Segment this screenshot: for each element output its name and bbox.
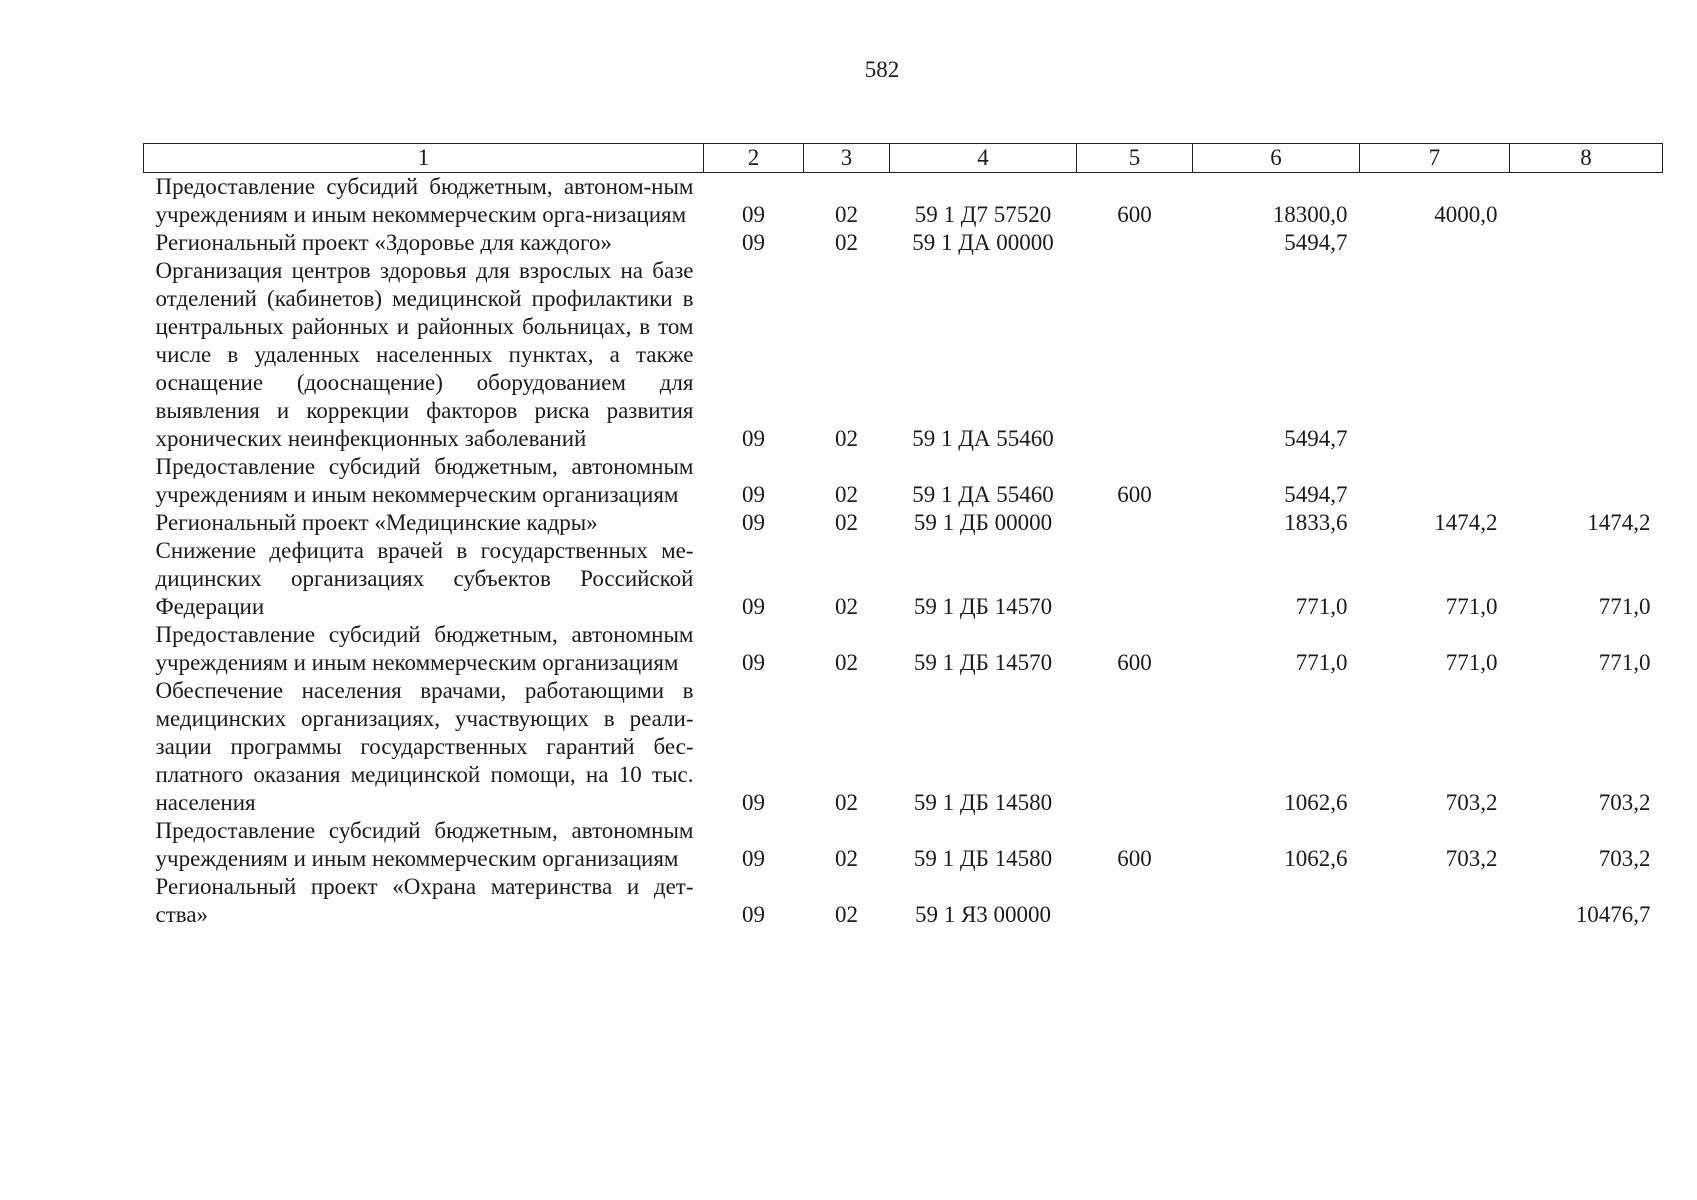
amount-col-7 xyxy=(1360,257,1510,453)
column-header-7: 7 xyxy=(1360,144,1510,173)
row-name: Предоставление субсидий бюджетным, автономным учреждениям и иным некоммерческим организациям xyxy=(155,622,694,675)
section-code: 09 xyxy=(742,846,765,871)
section-code: 09 xyxy=(742,426,765,451)
amount-col-6: 1062,6 xyxy=(1284,846,1348,871)
amount-col-7: 771,0 xyxy=(1445,650,1498,675)
amount-col-6: 18300,0 xyxy=(1272,202,1348,227)
amount-col-8 xyxy=(1510,229,1663,257)
table-row xyxy=(144,229,1663,257)
subsection-code: 02 xyxy=(835,650,858,675)
amount-col-6: 1062,6 xyxy=(1284,790,1348,815)
table-row xyxy=(144,257,1663,453)
column-header-1: 1 xyxy=(144,144,704,173)
section-code: 09 xyxy=(742,902,765,927)
table-row xyxy=(144,173,1663,230)
table-row xyxy=(144,537,1663,621)
row-name: Снижение дефицита врачей в государственных медицинских организациях субъектов Российской Федерации xyxy=(155,538,694,619)
table-row xyxy=(144,873,1663,929)
amount-col-8: 703,2 xyxy=(1598,790,1651,815)
target-article-code: 59 1 ДБ 14580 xyxy=(913,846,1053,871)
target-article-code: 59 1 ДБ 00000 xyxy=(913,510,1053,535)
page-number: 582 xyxy=(864,57,900,82)
column-header-3: 3 xyxy=(804,144,890,173)
subsection-code: 02 xyxy=(835,846,858,871)
subsection-code: 02 xyxy=(835,230,858,255)
section-code: 09 xyxy=(742,202,765,227)
target-article-code: 59 1 Д7 57520 xyxy=(914,202,1052,227)
amount-col-8: 771,0 xyxy=(1598,594,1651,619)
row-name: Обеспечение населения врачами, работающими в медицинских организациях, участвующих в реализации программы государственных гарантий бесплатного оказания медицинской помощи, на 10 тыс. населения xyxy=(155,678,694,815)
amount-col-7 xyxy=(1360,453,1510,509)
table-header xyxy=(144,144,1663,173)
amount-col-6: 771,0 xyxy=(1295,650,1348,675)
expense-type-code xyxy=(1077,537,1193,621)
subsection-code: 02 xyxy=(835,510,858,535)
table-row xyxy=(144,621,1663,677)
amount-col-6: 1833,6 xyxy=(1284,510,1348,535)
row-name: Предоставление субсидий бюджетным, автоном-ным учреждениям и иным некоммерческим орга-низациям xyxy=(155,174,694,227)
subsection-code: 02 xyxy=(835,594,858,619)
column-header-8: 8 xyxy=(1510,144,1663,173)
target-article-code: 59 1 ДБ 14570 xyxy=(913,594,1053,619)
expense-type-code xyxy=(1077,873,1193,929)
subsection-code: 02 xyxy=(835,482,858,507)
expense-type-code: 600 xyxy=(1117,202,1152,227)
column-header-2: 2 xyxy=(704,144,804,173)
column-header-4: 4 xyxy=(890,144,1077,173)
target-article-code: 59 1 ДА 00000 xyxy=(912,230,1054,255)
expense-type-code xyxy=(1077,229,1193,257)
amount-col-7 xyxy=(1360,873,1510,929)
amount-col-8: 703,2 xyxy=(1598,846,1651,871)
expense-type-code: 600 xyxy=(1117,482,1152,507)
amount-col-6: 5494,7 xyxy=(1284,426,1348,451)
table-row xyxy=(144,677,1663,817)
amount-col-8: 771,0 xyxy=(1598,650,1651,675)
amount-col-6: 5494,7 xyxy=(1284,482,1348,507)
amount-col-7 xyxy=(1360,229,1510,257)
expense-type-code: 600 xyxy=(1117,650,1152,675)
expense-type-code xyxy=(1077,509,1193,537)
table-row xyxy=(144,453,1663,509)
amount-col-7: 703,2 xyxy=(1445,790,1498,815)
section-code: 09 xyxy=(742,510,765,535)
amount-col-8: 10476,7 xyxy=(1575,902,1651,927)
amount-col-7: 703,2 xyxy=(1445,846,1498,871)
amount-col-6: 771,0 xyxy=(1295,594,1348,619)
expense-type-code xyxy=(1077,677,1193,817)
amount-col-7: 771,0 xyxy=(1445,594,1498,619)
section-code: 09 xyxy=(742,594,765,619)
row-name: Предоставление субсидий бюджетным, автономным учреждениям и иным некоммерческим организациям xyxy=(155,818,694,871)
budget-table xyxy=(143,143,1663,929)
column-numbers-row xyxy=(144,144,1663,173)
subsection-code: 02 xyxy=(835,902,858,927)
table-row xyxy=(144,817,1663,873)
subsection-code: 02 xyxy=(835,426,858,451)
row-name: Региональный проект «Охрана материнства и детства» xyxy=(155,874,694,927)
target-article-code: 59 1 ДА 55460 xyxy=(912,482,1054,507)
row-name: Предоставление субсидий бюджетным, автономным учреждениям и иным некоммерческим организациям xyxy=(155,454,694,507)
section-code: 09 xyxy=(742,790,765,815)
section-code: 09 xyxy=(742,482,765,507)
amount-col-7: 1474,2 xyxy=(1434,510,1498,535)
target-article-code: 59 1 ДБ 14580 xyxy=(913,790,1053,815)
target-article-code: 59 1 ДА 55460 xyxy=(912,426,1054,451)
expense-type-code xyxy=(1077,257,1193,453)
subsection-code: 02 xyxy=(835,790,858,815)
target-article-code: 59 1 Я3 00000 xyxy=(914,902,1052,927)
amount-col-8 xyxy=(1510,173,1663,230)
expense-type-code: 600 xyxy=(1117,846,1152,871)
amount-col-6: 5494,7 xyxy=(1284,230,1348,255)
amount-col-8: 1474,2 xyxy=(1587,510,1651,535)
amount-col-8 xyxy=(1510,453,1663,509)
section-code: 09 xyxy=(742,650,765,675)
table-row xyxy=(144,509,1663,537)
target-article-code: 59 1 ДБ 14570 xyxy=(913,650,1053,675)
row-name: Организация центров здоровья для взрослых на базе отделений (кабинетов) медицинской профилактики в центральных районных и районных больницах, в том числе в удаленных населенных пунктах, а также оснащение (дооснащение) оборудованием для выявления и коррекции факторов риска развития хронических неинфекционных заболеваний xyxy=(155,258,694,451)
table-body xyxy=(144,173,1663,930)
row-name: Региональный проект «Медицинские кадры» xyxy=(155,510,598,535)
column-header-6: 6 xyxy=(1193,144,1360,173)
amount-col-6 xyxy=(1193,873,1360,929)
section-code: 09 xyxy=(742,230,765,255)
subsection-code: 02 xyxy=(835,202,858,227)
row-name: Региональный проект «Здоровье для каждого» xyxy=(155,230,612,255)
amount-col-7: 4000,0 xyxy=(1434,202,1498,227)
amount-col-8 xyxy=(1510,257,1663,453)
column-header-5: 5 xyxy=(1077,144,1193,173)
